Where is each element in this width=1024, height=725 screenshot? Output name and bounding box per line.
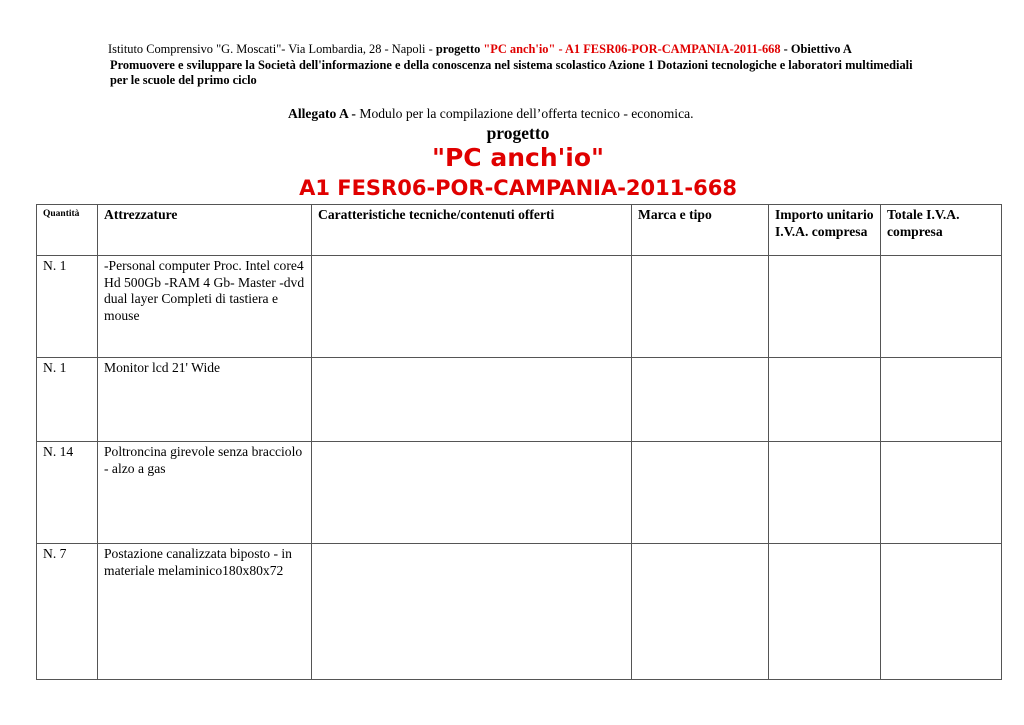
project-code-title: A1 FESR06-POR-CAMPANIA-2011-668 [299,176,737,200]
row-unit-price-cell [769,358,881,442]
row-total-cell [881,544,1002,680]
progetto-label: progetto [486,123,550,143]
col-header-specs: Caratteristiche tecniche/contenuti offerti [312,205,632,256]
row-quantity: N. 7 [37,544,98,680]
row-quantity: N. 14 [37,442,98,544]
row-equipment: Poltroncina girevole senza bracciolo - alzo a gas [98,442,312,544]
col-header-quantity: Quantità [37,205,98,256]
row-unit-price-cell [769,256,881,358]
row-quantity: N. 1 [37,358,98,442]
row-total-cell [881,256,1002,358]
row-equipment: Postazione canalizzata biposto - in materiale melaminico180x80x72 [98,544,312,680]
row-brand-cell [632,442,769,544]
header-line-3: per le scuole del primo ciclo [110,73,257,87]
col-header-unit-price: Importo unitario I.V.A. compresa [769,205,881,256]
header-line-2: Promuovere e sviluppare la Società dell'informazione e della conoscenza nel sistema scolastico Azione 1 Dotazioni tecnologiche e laboratori multimediali [110,57,913,72]
row-total-cell [881,358,1002,442]
row-equipment: -Personal computer Proc. Intel core4 Hd 500Gb -RAM 4 Gb- Master -dvd dual layer Completi di tastiera e mouse [98,256,312,358]
header-line-1: Istituto Comprensivo "G. Moscati"- Via Lombardia, 28 - Napoli - progetto "PC anch'io" - A1 FESR06-POR-CAMPANIA-2011-668 - Obiettivo A [108,42,852,56]
table-header-row [37,205,1002,256]
row-quantity: N. 1 [37,256,98,358]
col-header-equipment: Attrezzature [98,205,312,256]
allegato-line: Allegato A - Modulo per la compilazione dell’offerta tecnico - economica. [288,106,694,121]
table-row [37,256,1002,358]
row-unit-price-cell [769,544,881,680]
row-brand-cell [632,256,769,358]
row-specs-cell [312,442,632,544]
table-row [37,544,1002,680]
col-header-total: Totale I.V.A. compresa [881,205,1002,256]
row-specs-cell [312,358,632,442]
row-brand-cell [632,544,769,680]
project-name-title: "PC anch'io" [431,143,605,172]
table-row [37,358,1002,442]
row-brand-cell [632,358,769,442]
row-specs-cell [312,256,632,358]
offer-table [36,204,1002,680]
row-unit-price-cell [769,442,881,544]
col-header-brand: Marca e tipo [632,205,769,256]
table-row [37,442,1002,544]
row-specs-cell [312,544,632,680]
row-total-cell [881,442,1002,544]
document-header [108,42,998,89]
row-equipment: Monitor lcd 21' Wide [98,358,312,442]
